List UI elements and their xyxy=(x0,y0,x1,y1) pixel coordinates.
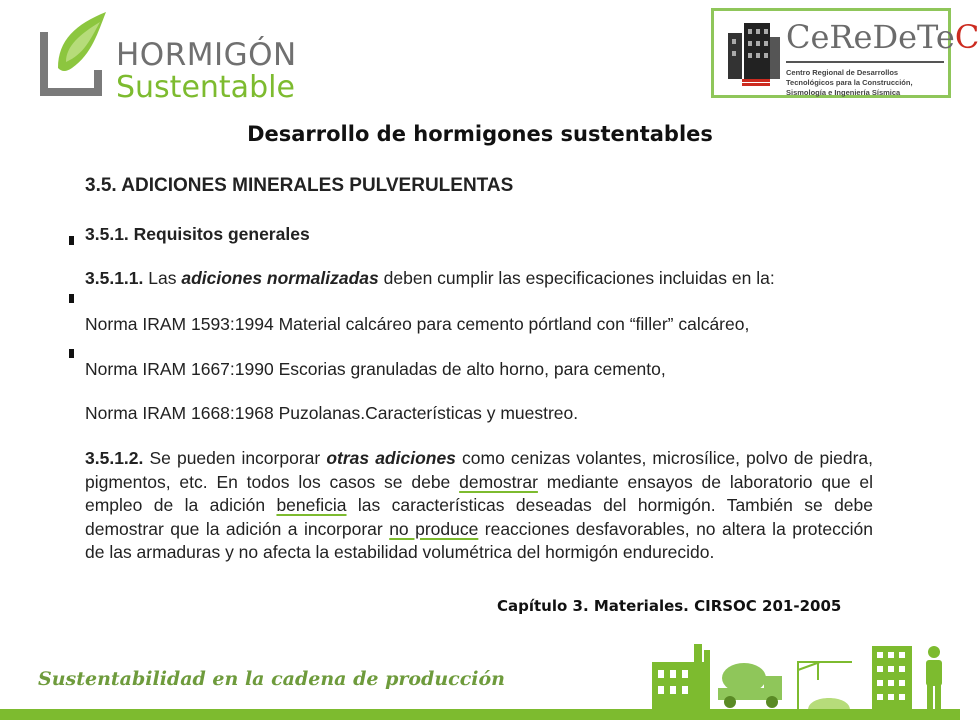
text-run: mediante ensayos de laboratorio que el empleo de la adición xyxy=(85,471,873,515)
paragraph-3-5-1-1 xyxy=(85,268,873,289)
paragraph-number: 3.5.1.2. xyxy=(85,448,144,468)
logo-line-1: HORMIGÓN xyxy=(116,37,297,73)
paragraph-number: 3.5.1.1. xyxy=(85,268,144,288)
ceredetec-subtitle: Centro Regional de Desarrollos Tecnológicos para la Construcción, Sismología e Ingeniería Sísmica xyxy=(786,68,913,97)
logo-divider xyxy=(786,61,944,63)
norm-line: Norma IRAM 1668:1968 Puzolanas.Características y muestreo. xyxy=(85,403,579,423)
section-heading: 3.5. ADICIONES MINERALES PULVERULENTAS xyxy=(85,175,514,196)
footer-strip xyxy=(0,709,960,720)
footer xyxy=(0,640,960,720)
norm-line: Norma IRAM 1667:1990 Escorias granuladas de alto horno, para cemento, xyxy=(85,359,666,379)
underlined-word: no produce xyxy=(389,518,479,539)
bullet-marker xyxy=(69,349,74,358)
text-run: reacciones desfavorables, no altera la protección de las armaduras y no afecta la estabilidad volumétrica del hormigón endurecido. xyxy=(85,518,873,562)
mixer-truck-icon xyxy=(718,663,782,708)
sustainability-illustration xyxy=(640,640,960,710)
ceredetec-name xyxy=(786,18,979,56)
text-run: como cenizas volantes, microsílice, polvo de piedra, pigmentos, etc. En todos los casos se debe xyxy=(85,448,873,492)
underlined-word: beneficia xyxy=(276,495,347,515)
emphasis-text: otras adiciones xyxy=(326,448,456,468)
bullet-marker xyxy=(69,294,74,303)
text-run: deben cumplir las especificaciones incluidas en la: xyxy=(378,268,775,288)
ceredetec-name-part1: CeReDeTe xyxy=(786,18,955,56)
ceredetec-logo xyxy=(711,8,979,98)
emphasis-text: adiciones normalizadas xyxy=(181,268,379,288)
text-run: las características deseadas del hormigón. También se debe demostrar que la adición a incorporar xyxy=(85,495,874,539)
underlined-word: demostrar xyxy=(459,471,538,492)
subsection-heading: 3.5.1. Requisitos generales xyxy=(85,224,310,244)
text-run: Las xyxy=(143,268,182,288)
ceredetec-name-part2: C xyxy=(954,18,979,56)
paragraph-3-5-1-2 xyxy=(85,447,873,565)
logo-line-2: Sustentable xyxy=(116,70,295,105)
person-icon xyxy=(926,646,942,710)
footer-slogan: Sustentabilidad en la cadena de producción xyxy=(38,668,505,690)
building-logo-icon xyxy=(724,17,784,87)
source-citation: Capítulo 3. Materiales. CIRSOC 201-2005 xyxy=(497,597,842,615)
building-icon xyxy=(872,646,912,710)
hormigon-sustentable-logo xyxy=(36,10,306,105)
leaf-logo-icon xyxy=(36,10,108,100)
bullet-marker xyxy=(69,236,74,245)
norm-line: Norma IRAM 1593:1994 Material calcáreo para cemento pórtland con “filler” calcáreo, xyxy=(85,314,750,334)
text-run: Se pueden incorporar xyxy=(143,448,327,468)
slide-title: Desarrollo de hormigones sustentables xyxy=(247,122,713,146)
crane-icon xyxy=(798,662,852,710)
factory-icon xyxy=(652,644,710,710)
